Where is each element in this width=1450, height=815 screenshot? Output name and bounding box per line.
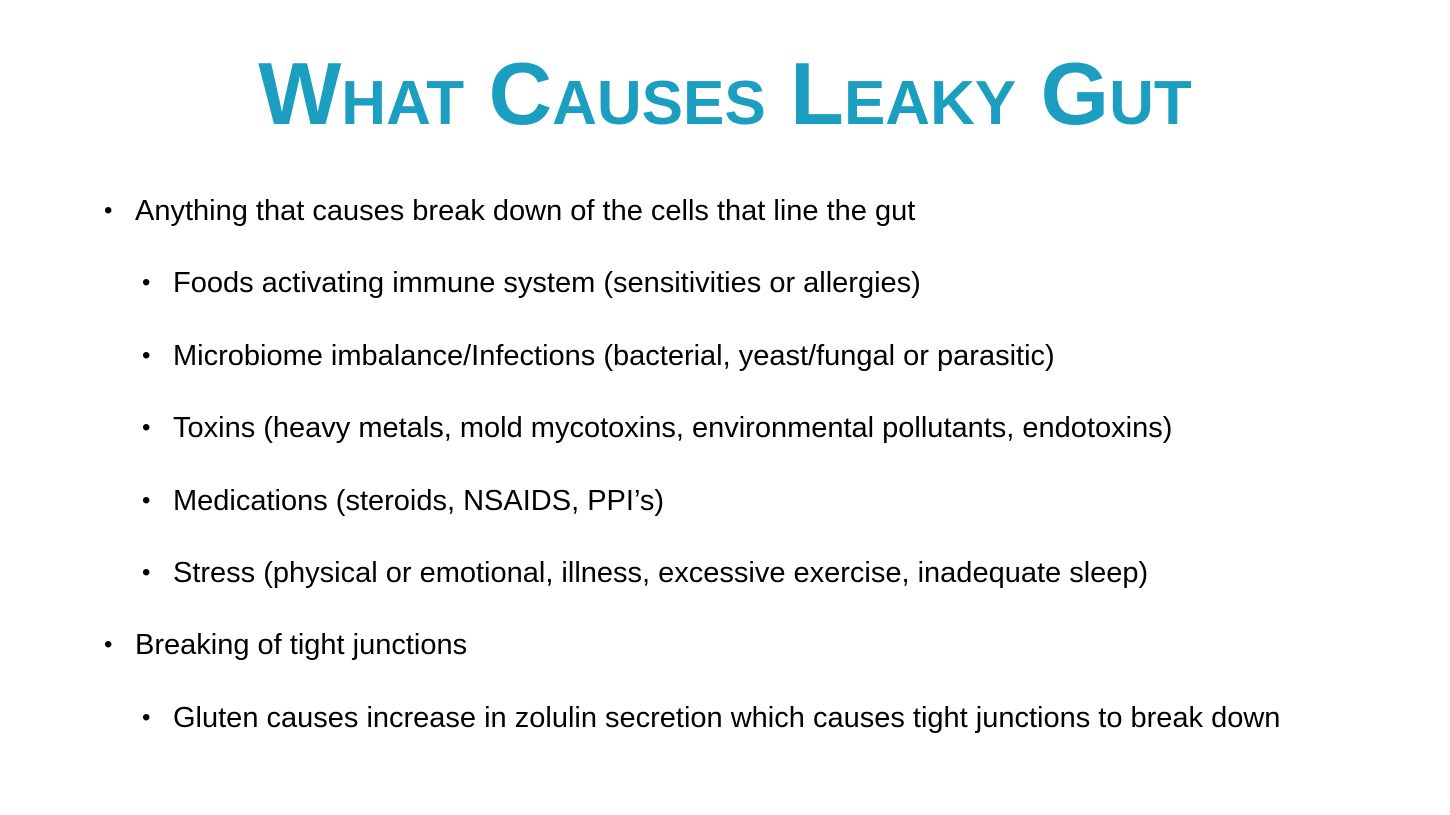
bullet-dot-icon: • [104, 631, 113, 659]
sub-bullet-item [0, 699, 1450, 771]
bullet-dot-icon: • [104, 197, 113, 224]
bullet-dot-icon: • [142, 269, 151, 297]
bullet-text: Medications (steroids, NSAIDS, PPI’s) [173, 484, 665, 517]
bullet-item [0, 192, 1450, 264]
bullet-dot-icon: • [142, 703, 151, 731]
bullet-text: Gluten causes increase in zolulin secretion which causes tight junctions to break down [173, 701, 1281, 734]
bullet-text: Anything that causes break down of the cells that line the gut [135, 195, 916, 227]
bullet-list [0, 192, 1450, 771]
sub-bullet-item [0, 554, 1450, 626]
bullet-text: Breaking of tight junctions [135, 629, 468, 662]
slide-title: What Causes Leaky Gut [258, 44, 1192, 143]
sub-bullet-item [0, 482, 1450, 554]
bullet-dot-icon: • [142, 414, 151, 442]
sub-bullet-item [0, 409, 1450, 481]
bullet-text: Foods activating immune system (sensitivities or allergies) [173, 267, 921, 300]
bullet-dot-icon: • [142, 558, 151, 586]
bullet-text: Stress (physical or emotional, illness, excessive exercise, inadequate sleep) [173, 556, 1149, 589]
bullet-dot-icon: • [142, 341, 151, 369]
bullet-dot-icon: • [142, 486, 151, 514]
sub-bullet-item [0, 337, 1450, 409]
bullet-item [0, 626, 1450, 698]
bullet-text: Microbiome imbalance/Infections (bacterial, yeast/fungal or parasitic) [173, 339, 1055, 372]
sub-bullet-item [0, 264, 1450, 336]
bullet-text: Toxins (heavy metals, mold mycotoxins, environmental pollutants, endotoxins) [173, 412, 1173, 445]
